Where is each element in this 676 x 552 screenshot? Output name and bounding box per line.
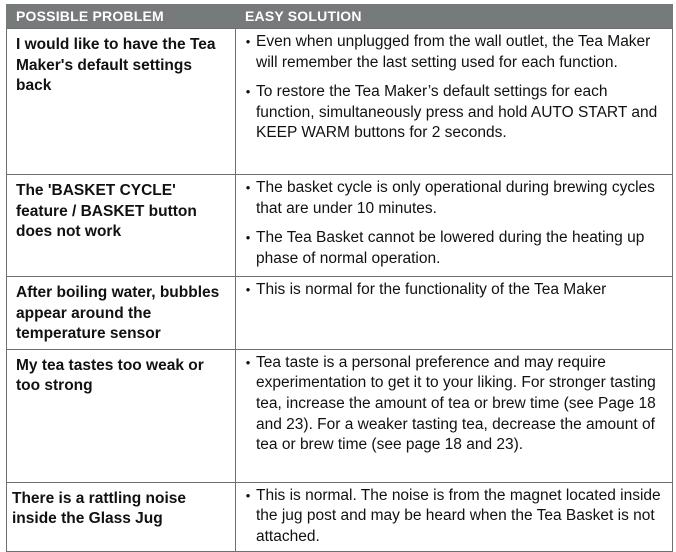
bullet-icon: • (245, 282, 251, 297)
solution-cell (236, 482, 673, 551)
header-possible-problem: POSSIBLE PROBLEM (7, 4, 236, 29)
problem-cell: The 'BASKET CYCLE' feature / BASKET button does not work (7, 175, 236, 277)
solution-text: Even when unplugged from the wall outlet, the Tea Maker will remember the last setting used for each function. (256, 33, 651, 71)
table-row (7, 349, 673, 482)
solution-bullet (240, 32, 664, 73)
solution-text: This is normal for the functionality of the Tea Maker (256, 281, 607, 298)
bullet-icon: • (245, 230, 251, 246)
solution-cell (236, 349, 673, 482)
solution-text: This is normal. The noise is from the magnet located inside the jug post and may be heard when the Tea Basket is not attached. (256, 486, 661, 545)
header-row (7, 4, 673, 29)
table-row (7, 482, 673, 551)
problem-cell: My tea tastes too weak or too strong (7, 349, 236, 482)
solution-text: The Tea Basket cannot be lowered during the heating up phase of normal operation. (256, 229, 645, 267)
solution-bullet (240, 178, 664, 219)
solution-text: To restore the Tea Maker’s default settings for each function, simultaneously press and hold AUTO START and KEEP WARM buttons for 2 seconds. (256, 83, 658, 142)
header-easy-solution: EASY SOLUTION (236, 4, 673, 29)
solution-bullet (240, 228, 664, 269)
solution-cell (236, 175, 673, 277)
bullet-icon: • (245, 180, 251, 195)
bullet-icon: • (245, 354, 251, 370)
table-row (7, 175, 673, 277)
problem-cell: After boiling water, bubbles appear around the temperature sensor (7, 277, 236, 350)
solution-bullet (240, 280, 664, 301)
problem-cell: There is a rattling noise inside the Glass Jug (7, 482, 236, 551)
problem-cell: I would like to have the Tea Maker's default settings back (7, 29, 236, 175)
solution-bullet (240, 486, 664, 548)
solution-bullet (240, 353, 664, 456)
solution-text: Tea taste is a personal preference and may require experimentation to get it to your liking. For stronger tasting tea, increase the amount of tea or brew time (see Page 18 and 23). For a weaker tasting tea, decrease the amount of tea or brew time (see page 18 and 23). (256, 353, 656, 454)
solution-cell (236, 29, 673, 175)
solution-bullet (240, 82, 664, 144)
bullet-icon: • (245, 487, 251, 503)
table-header (7, 4, 673, 29)
bullet-icon: • (245, 84, 251, 100)
table-row (7, 277, 673, 350)
table-body (7, 29, 673, 552)
bullet-icon: • (245, 34, 251, 49)
solution-cell (236, 277, 673, 350)
troubleshooting-table (6, 4, 673, 552)
table-row (7, 29, 673, 175)
solution-text: The basket cycle is only operational during brewing cycles that are under 10 minutes. (256, 179, 655, 217)
